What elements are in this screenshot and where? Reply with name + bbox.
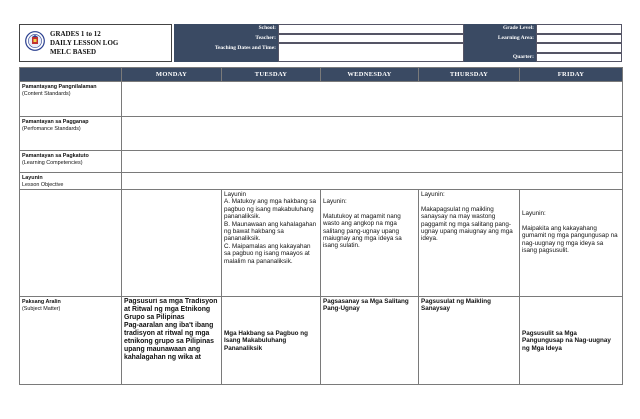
- day-header-tuesday: TUESDAY: [222, 68, 321, 82]
- day-header-thursday: THURSDAY: [419, 68, 520, 82]
- objective-tuesday-cell[interactable]: Layunin A. Matukoy ang mga hakbang sa pagbuo ng isang makabuluhang pananaliksik. B. Maunawaan ang kahalagahan ng bawat hakbang sa pananaliksik. C. Maipamalas ang kakayahan sa pagbuo ng isang maayos at malalim na pananaliksik.: [222, 190, 321, 297]
- learning-competencies-row: [20, 151, 623, 173]
- objective-friday-cell[interactable]: Layunin: Maipakita ang kakayahang gumamit ng mga pangungusap na nag-uugnay ng mga ideya sa isang pagsusulit.: [520, 190, 623, 297]
- title-line: GRADES 1 to 12: [50, 30, 101, 38]
- header-info-grid: [174, 24, 622, 62]
- lesson-log-table: [19, 67, 623, 385]
- objectives-row: [20, 190, 623, 297]
- lesson-objective-header-cell[interactable]: [122, 173, 623, 190]
- grade-level-label: Grade Level:: [464, 24, 536, 34]
- subject-thursday-cell[interactable]: Pagsusulat ng Maikling Sanaysay: [419, 297, 520, 385]
- day-header-friday: FRIDAY: [520, 68, 623, 82]
- teaching-dates-label: Teaching Dates and Time:: [174, 43, 278, 62]
- subject-monday-text: Pagsusuri sa mga Tradisyon at Ritwal ng mga Etnikong Grupo sa Pilipinas Pag-aaralan ang iba't ibang tradisyon at ritwal ng mga etnikong grupo sa Pilipinas upang maunawaan ang kahalagahan ng wika at: [124, 298, 218, 361]
- subject-tuesday-cell[interactable]: Mga Hakbang sa Pagbuo ng Isang Makabuluhang Pananaliksik: [222, 297, 321, 385]
- subject-friday-cell[interactable]: Pagsusulit sa Mga Pangungusap na Nag-uugnay ng Mga Ideya: [520, 297, 623, 385]
- row-subtitle: (Learning Competencies): [22, 160, 83, 166]
- row-subtitle: (Perfomance Standards): [22, 126, 81, 132]
- subject-matter-row: [20, 297, 623, 385]
- row-title: Layunin: [22, 175, 43, 181]
- document-header: [19, 24, 622, 62]
- row-subtitle: (Content Standards): [22, 91, 71, 97]
- document-title: [50, 30, 118, 57]
- row-label: [20, 173, 122, 190]
- teaching-dates-field[interactable]: [278, 43, 464, 62]
- objectives-label-cell: [20, 190, 122, 297]
- subject-monday-cell[interactable]: [122, 297, 222, 385]
- quarter-field[interactable]: [536, 53, 622, 63]
- teacher-label: Teacher:: [174, 34, 278, 44]
- school-field[interactable]: [278, 24, 464, 34]
- performance-standards-row: [20, 117, 623, 151]
- learning-area-label: Learning Area:: [464, 34, 536, 44]
- objective-wednesday-cell[interactable]: Layunin: Matutukoy at magamit nang wasto ang angkop na mga salitang pang-ugnay upang maiugnay ang mga ideya sa isang sulatin.: [321, 190, 419, 297]
- subject-wednesday-cell[interactable]: Pagsasanay sa Mga Salitang Pang-Ugnay: [321, 297, 419, 385]
- row-title: Paksang Aralin: [22, 299, 61, 305]
- objective-monday-cell[interactable]: [122, 190, 222, 297]
- row-label: [20, 117, 122, 151]
- row-title: Pamantayan sa Pagganap: [22, 119, 89, 125]
- school-label: School:: [174, 24, 278, 34]
- corner-cell: [20, 68, 122, 82]
- row-label: [20, 151, 122, 173]
- row-title: Pamantayan sa Pagkatuto: [22, 153, 89, 159]
- row-subtitle: Lesson Objective: [22, 182, 64, 188]
- row-subtitle: (Subject Matter): [22, 306, 61, 312]
- title-box: [19, 24, 172, 62]
- learning-competencies-cell[interactable]: [122, 151, 623, 173]
- objective-thursday-cell[interactable]: Layunin: Makapagsulat ng maikling sanaysay na may wastong paggamit ng mga salitang pang-ugnay upang maiugnay ang mga ideya.: [419, 190, 520, 297]
- row-label: [20, 82, 122, 117]
- content-standards-row: [20, 82, 623, 117]
- title-line: DAILY LESSON LOG: [50, 39, 119, 47]
- row-title: Pamantayang Pangnilalaman: [22, 84, 97, 90]
- lesson-objective-row: [20, 173, 623, 190]
- performance-standards-cell[interactable]: [122, 117, 623, 151]
- row-label: [20, 297, 122, 385]
- quarter-field-top[interactable]: [536, 43, 622, 53]
- day-header-wednesday: WEDNESDAY: [321, 68, 419, 82]
- content-standards-cell[interactable]: [122, 82, 623, 117]
- day-header-monday: MONDAY: [122, 68, 222, 82]
- learning-area-field[interactable]: [536, 34, 622, 44]
- quarter-label: Quarter:: [464, 43, 536, 62]
- day-header-row: [20, 68, 623, 82]
- teacher-field[interactable]: [278, 34, 464, 44]
- title-line: MELC BASED: [50, 48, 97, 56]
- grade-level-field[interactable]: [536, 24, 622, 34]
- deped-seal-icon: [25, 31, 45, 51]
